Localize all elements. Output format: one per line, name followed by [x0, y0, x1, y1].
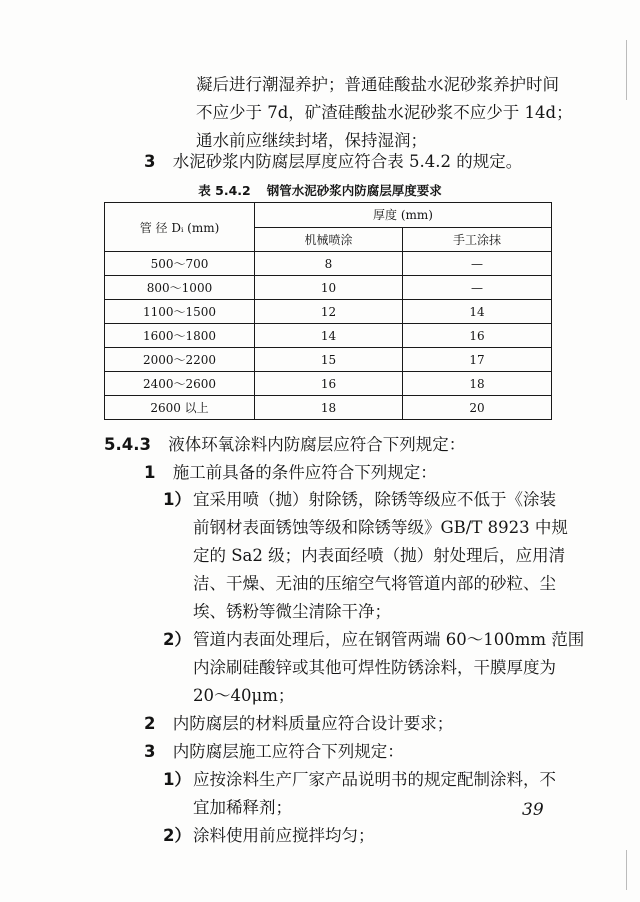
cell-diameter: 1600～1800 [105, 324, 255, 348]
header-mechanical-spray: 机械喷涂 [255, 227, 403, 252]
page-number: 39 [522, 800, 544, 820]
cell-hand: 20 [403, 396, 552, 420]
list-number: 3 [144, 742, 156, 761]
cell-hand: — [403, 252, 552, 276]
scan-edge-mark [626, 850, 627, 890]
sub-item-line: 定的 Sa2 级；内表面经喷（抛）射处理后，应用清 [193, 546, 566, 565]
table-row [105, 276, 552, 300]
section-number: 5.4.3 [104, 435, 151, 454]
list-text: 内防腐层的材料质量应符合设计要求； [172, 714, 454, 733]
sub-item-line: 应按涂料生产厂家产品说明书的规定配制涂料，不 [193, 770, 556, 789]
sub-item-number: 2） [163, 826, 191, 845]
sub-item-line: 宜加稀释剂； [193, 798, 292, 817]
sub-item-line: 管道内表面处理后，应在钢管两端 60～100mm 范围 [193, 630, 585, 649]
cell-mech: 18 [255, 396, 403, 420]
cell-mech: 8 [255, 252, 403, 276]
list-text: 内防腐层施工应符合下列规定： [172, 742, 404, 761]
sub-item-number: 1） [163, 490, 191, 509]
section-text: 液体环氧涂料内防腐层应符合下列规定： [168, 435, 466, 454]
cell-mech: 14 [255, 324, 403, 348]
thickness-table [104, 202, 552, 420]
header-diameter: 管 径 Dᵢ (mm) [105, 203, 255, 252]
list-number: 1 [144, 463, 156, 482]
list-text: 水泥砂浆内防腐层厚度应符合表 5.4.2 的规定。 [172, 152, 523, 171]
cell-mech: 16 [255, 372, 403, 396]
sub-item-number: 1） [163, 770, 191, 789]
cell-mech: 15 [255, 348, 403, 372]
cell-hand: 14 [403, 300, 552, 324]
sub-item-line: 前钢材表面锈蚀等级和除锈等级》GB/T 8923 中规 [193, 518, 568, 537]
table-row [105, 348, 552, 372]
scan-edge-mark [626, 40, 627, 100]
list-item-1 [144, 461, 437, 485]
cell-diameter: 2400～2600 [105, 372, 255, 396]
table-row [105, 300, 552, 324]
list-item-2 [144, 712, 453, 736]
cell-diameter: 800～1000 [105, 276, 255, 300]
cell-mech: 10 [255, 276, 403, 300]
cell-hand: 18 [403, 372, 552, 396]
table-row [105, 396, 552, 420]
table-title: 钢管水泥砂浆内防腐层厚度要求 [266, 183, 442, 198]
sub-item-number: 2） [163, 630, 191, 649]
table-row [105, 372, 552, 396]
sub-item-line: 洁、干燥、无油的压缩空气将管道内部的砂粒、尘 [193, 574, 556, 593]
list-number: 3 [144, 152, 156, 171]
sub-item-line: 埃、锈粉等微尘清除干净； [193, 602, 391, 621]
list-item-3b [144, 740, 404, 764]
paragraph-line: 凝后进行潮湿养护；普通硅酸盐水泥砂浆养护时间 [196, 75, 559, 94]
list-item-3 [144, 150, 522, 174]
table-row [105, 324, 552, 348]
paragraph-line: 不应少于 7d，矿渣硅酸盐水泥砂浆不应少于 14d； [196, 103, 573, 122]
table-row [105, 252, 552, 276]
cell-diameter: 500～700 [105, 252, 255, 276]
sub-item-line: 宜采用喷（抛）射除锈，除锈等级应不低于《涂装 [193, 490, 556, 509]
cell-hand: — [403, 276, 552, 300]
list-number: 2 [144, 714, 156, 733]
cell-hand: 17 [403, 348, 552, 372]
header-hand-apply: 手工涂抹 [403, 227, 552, 252]
sub-item-line: 20～40μm； [193, 686, 295, 705]
cell-diameter: 2000～2200 [105, 348, 255, 372]
table-number: 表 5.4.2 [198, 183, 251, 198]
paragraph-line: 通水前应继续封堵，保持湿润； [196, 131, 427, 150]
table-caption [0, 181, 640, 199]
cell-diameter: 2600 以上 [105, 396, 255, 420]
cell-hand: 16 [403, 324, 552, 348]
sub-item-line: 涂料使用前应搅拌均匀； [193, 826, 375, 845]
header-thickness: 厚度 (mm) [255, 203, 552, 228]
section-heading [104, 433, 465, 457]
sub-item-line: 内涂刷硅酸锌或其他可焊性防锈涂料，干膜厚度为 [193, 658, 556, 677]
cell-mech: 12 [255, 300, 403, 324]
cell-diameter: 1100～1500 [105, 300, 255, 324]
list-text: 施工前具备的条件应符合下列规定： [172, 463, 437, 482]
